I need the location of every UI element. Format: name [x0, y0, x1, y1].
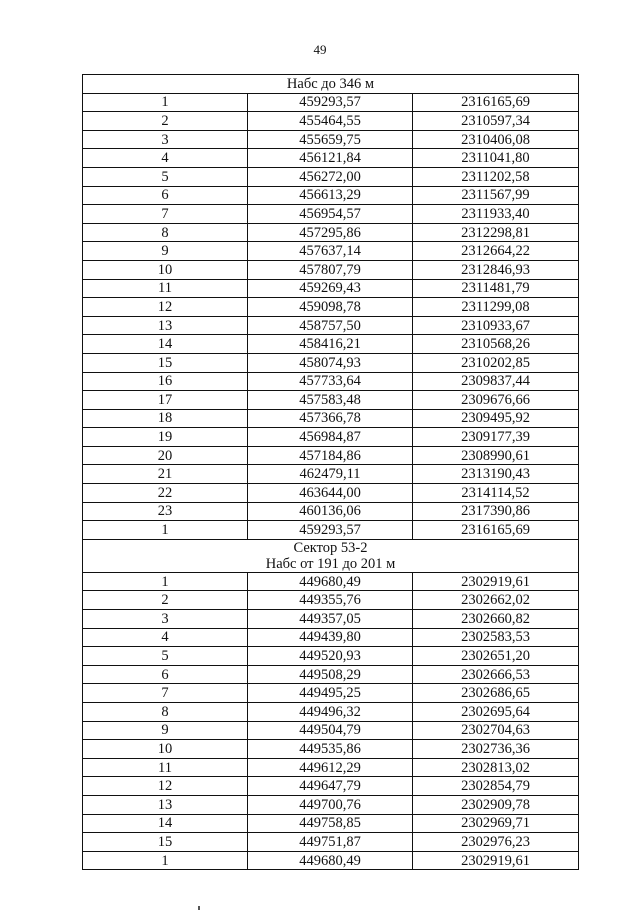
y-coordinate-cell: 2310406,08 — [413, 130, 579, 149]
x-coordinate-cell: 456613,29 — [248, 186, 413, 205]
table-row — [83, 205, 579, 224]
table-row — [83, 721, 579, 740]
x-coordinate-cell: 449758,85 — [248, 814, 413, 833]
point-number-cell: 1 — [83, 93, 248, 112]
y-coordinate-cell: 2310597,34 — [413, 112, 579, 131]
point-number-cell: 7 — [83, 684, 248, 703]
y-coordinate-cell: 2310202,85 — [413, 353, 579, 372]
y-coordinate-cell: 2316165,69 — [413, 93, 579, 112]
y-coordinate-cell: 2302976,23 — [413, 833, 579, 852]
x-coordinate-cell: 462479,11 — [248, 465, 413, 484]
y-coordinate-cell: 2312846,93 — [413, 260, 579, 279]
table-row — [83, 391, 579, 410]
table-row — [83, 279, 579, 298]
table-row — [83, 610, 579, 629]
table-row — [83, 665, 579, 684]
table-row — [83, 647, 579, 666]
point-number-cell: 22 — [83, 484, 248, 503]
x-coordinate-cell: 457583,48 — [248, 391, 413, 410]
x-coordinate-cell: 460136,06 — [248, 502, 413, 521]
y-coordinate-cell: 2311299,08 — [413, 298, 579, 317]
y-coordinate-cell: 2302662,02 — [413, 591, 579, 610]
x-coordinate-cell: 449508,29 — [248, 665, 413, 684]
table-row — [83, 740, 579, 759]
table-row — [83, 409, 579, 428]
y-coordinate-cell: 2312298,81 — [413, 223, 579, 242]
y-coordinate-cell: 2302660,82 — [413, 610, 579, 629]
point-number-cell: 17 — [83, 391, 248, 410]
coordinates-table — [82, 74, 579, 870]
y-coordinate-cell: 2311567,99 — [413, 186, 579, 205]
x-coordinate-cell: 449647,79 — [248, 777, 413, 796]
table-row — [83, 795, 579, 814]
table-row — [83, 335, 579, 354]
point-number-cell: 23 — [83, 502, 248, 521]
point-number-cell: 15 — [83, 353, 248, 372]
point-number-cell: 18 — [83, 409, 248, 428]
y-coordinate-cell: 2302695,64 — [413, 703, 579, 722]
x-coordinate-cell: 449496,32 — [248, 703, 413, 722]
point-number-cell: 19 — [83, 428, 248, 447]
x-coordinate-cell: 457295,86 — [248, 223, 413, 242]
point-number-cell: 8 — [83, 223, 248, 242]
table-row — [83, 814, 579, 833]
point-number-cell: 4 — [83, 628, 248, 647]
y-coordinate-cell: 2302704,63 — [413, 721, 579, 740]
x-coordinate-cell: 459293,57 — [248, 93, 413, 112]
x-coordinate-cell: 458416,21 — [248, 335, 413, 354]
x-coordinate-cell: 455464,55 — [248, 112, 413, 131]
table-row — [83, 484, 579, 503]
y-coordinate-cell: 2302969,71 — [413, 814, 579, 833]
table-row — [83, 628, 579, 647]
point-number-cell: 20 — [83, 446, 248, 465]
point-number-cell: 13 — [83, 795, 248, 814]
x-coordinate-cell: 457637,14 — [248, 242, 413, 261]
page-number: 49 — [313, 42, 327, 57]
point-number-cell: 13 — [83, 316, 248, 335]
point-number-cell: 2 — [83, 591, 248, 610]
table-row — [83, 851, 579, 870]
y-coordinate-cell: 2302919,61 — [413, 851, 579, 870]
table-row — [83, 260, 579, 279]
y-coordinate-cell: 2309676,66 — [413, 391, 579, 410]
y-coordinate-cell: 2302909,78 — [413, 795, 579, 814]
x-coordinate-cell: 449680,49 — [248, 572, 413, 591]
point-number-cell: 11 — [83, 279, 248, 298]
table-row — [83, 521, 579, 540]
x-coordinate-cell: 463644,00 — [248, 484, 413, 503]
table-row — [83, 502, 579, 521]
x-coordinate-cell: 458074,93 — [248, 353, 413, 372]
point-number-cell: 12 — [83, 298, 248, 317]
y-coordinate-cell: 2309177,39 — [413, 428, 579, 447]
table-row — [83, 242, 579, 261]
table-row — [83, 130, 579, 149]
table-row — [83, 833, 579, 852]
y-coordinate-cell: 2312664,22 — [413, 242, 579, 261]
section-heading-row — [83, 539, 579, 572]
y-coordinate-cell: 2302686,65 — [413, 684, 579, 703]
x-coordinate-cell: 459293,57 — [248, 521, 413, 540]
table-row — [83, 758, 579, 777]
point-number-cell: 14 — [83, 335, 248, 354]
point-number-cell: 3 — [83, 610, 248, 629]
x-coordinate-cell: 456954,57 — [248, 205, 413, 224]
point-number-cell: 11 — [83, 758, 248, 777]
y-coordinate-cell: 2309837,44 — [413, 372, 579, 391]
x-coordinate-cell: 457184,86 — [248, 446, 413, 465]
x-coordinate-cell: 449357,05 — [248, 610, 413, 629]
y-coordinate-cell: 2302666,53 — [413, 665, 579, 684]
section-heading — [83, 75, 579, 94]
point-number-cell: 6 — [83, 665, 248, 684]
y-coordinate-cell: 2314114,52 — [413, 484, 579, 503]
y-coordinate-cell: 2309495,92 — [413, 409, 579, 428]
x-coordinate-cell: 449535,86 — [248, 740, 413, 759]
table-row — [83, 298, 579, 317]
table-row — [83, 428, 579, 447]
x-coordinate-cell: 449439,80 — [248, 628, 413, 647]
table-row — [83, 186, 579, 205]
table-row — [83, 316, 579, 335]
scan-mark — [198, 906, 200, 910]
point-number-cell: 3 — [83, 130, 248, 149]
point-number-cell: 10 — [83, 740, 248, 759]
y-coordinate-cell: 2313190,43 — [413, 465, 579, 484]
point-number-cell: 9 — [83, 242, 248, 261]
point-number-cell: 7 — [83, 205, 248, 224]
point-number-cell: 5 — [83, 167, 248, 186]
y-coordinate-cell: 2311481,79 — [413, 279, 579, 298]
x-coordinate-cell: 449504,79 — [248, 721, 413, 740]
y-coordinate-cell: 2310933,67 — [413, 316, 579, 335]
x-coordinate-cell: 456984,87 — [248, 428, 413, 447]
y-coordinate-cell: 2311933,40 — [413, 205, 579, 224]
x-coordinate-cell: 459098,78 — [248, 298, 413, 317]
table-row — [83, 372, 579, 391]
x-coordinate-cell: 449355,76 — [248, 591, 413, 610]
point-number-cell: 2 — [83, 112, 248, 131]
x-coordinate-cell: 459269,43 — [248, 279, 413, 298]
table-row — [83, 223, 579, 242]
point-number-cell: 1 — [83, 521, 248, 540]
coordinates-table-body — [83, 75, 579, 870]
point-number-cell: 21 — [83, 465, 248, 484]
section-heading-line: Сектор 53-2 — [293, 539, 368, 556]
y-coordinate-cell: 2302919,61 — [413, 572, 579, 591]
x-coordinate-cell: 456121,84 — [248, 149, 413, 168]
y-coordinate-cell: 2302583,53 — [413, 628, 579, 647]
x-coordinate-cell: 455659,75 — [248, 130, 413, 149]
y-coordinate-cell: 2316165,69 — [413, 521, 579, 540]
table-row — [83, 93, 579, 112]
y-coordinate-cell: 2317390,86 — [413, 502, 579, 521]
x-coordinate-cell: 457366,78 — [248, 409, 413, 428]
y-coordinate-cell: 2311202,58 — [413, 167, 579, 186]
table-row — [83, 703, 579, 722]
table-row — [83, 112, 579, 131]
point-number-cell: 1 — [83, 572, 248, 591]
x-coordinate-cell: 457733,64 — [248, 372, 413, 391]
table-row — [83, 684, 579, 703]
x-coordinate-cell: 449751,87 — [248, 833, 413, 852]
x-coordinate-cell: 449612,29 — [248, 758, 413, 777]
point-number-cell: 6 — [83, 186, 248, 205]
section-heading — [83, 539, 579, 572]
y-coordinate-cell: 2302736,36 — [413, 740, 579, 759]
section-heading-line: Набс до 346 м — [286, 75, 375, 92]
x-coordinate-cell: 458757,50 — [248, 316, 413, 335]
y-coordinate-cell: 2302651,20 — [413, 647, 579, 666]
table-row — [83, 591, 579, 610]
point-number-cell: 9 — [83, 721, 248, 740]
section-heading-line: Набс от 191 до 201 м — [265, 555, 396, 572]
x-coordinate-cell: 457807,79 — [248, 260, 413, 279]
section-heading-row — [83, 75, 579, 94]
x-coordinate-cell: 449520,93 — [248, 647, 413, 666]
x-coordinate-cell: 449680,49 — [248, 851, 413, 870]
table-row — [83, 353, 579, 372]
y-coordinate-cell: 2302854,79 — [413, 777, 579, 796]
point-number-cell: 15 — [83, 833, 248, 852]
x-coordinate-cell: 449700,76 — [248, 795, 413, 814]
x-coordinate-cell: 456272,00 — [248, 167, 413, 186]
table-row — [83, 572, 579, 591]
table-row — [83, 167, 579, 186]
table-row — [83, 465, 579, 484]
y-coordinate-cell: 2302813,02 — [413, 758, 579, 777]
table-row — [83, 777, 579, 796]
point-number-cell: 10 — [83, 260, 248, 279]
point-number-cell: 5 — [83, 647, 248, 666]
point-number-cell: 16 — [83, 372, 248, 391]
point-number-cell: 4 — [83, 149, 248, 168]
point-number-cell: 1 — [83, 851, 248, 870]
y-coordinate-cell: 2308990,61 — [413, 446, 579, 465]
table-row — [83, 446, 579, 465]
point-number-cell: 14 — [83, 814, 248, 833]
table-row — [83, 149, 579, 168]
point-number-cell: 12 — [83, 777, 248, 796]
y-coordinate-cell: 2310568,26 — [413, 335, 579, 354]
x-coordinate-cell: 449495,25 — [248, 684, 413, 703]
point-number-cell: 8 — [83, 703, 248, 722]
y-coordinate-cell: 2311041,80 — [413, 149, 579, 168]
